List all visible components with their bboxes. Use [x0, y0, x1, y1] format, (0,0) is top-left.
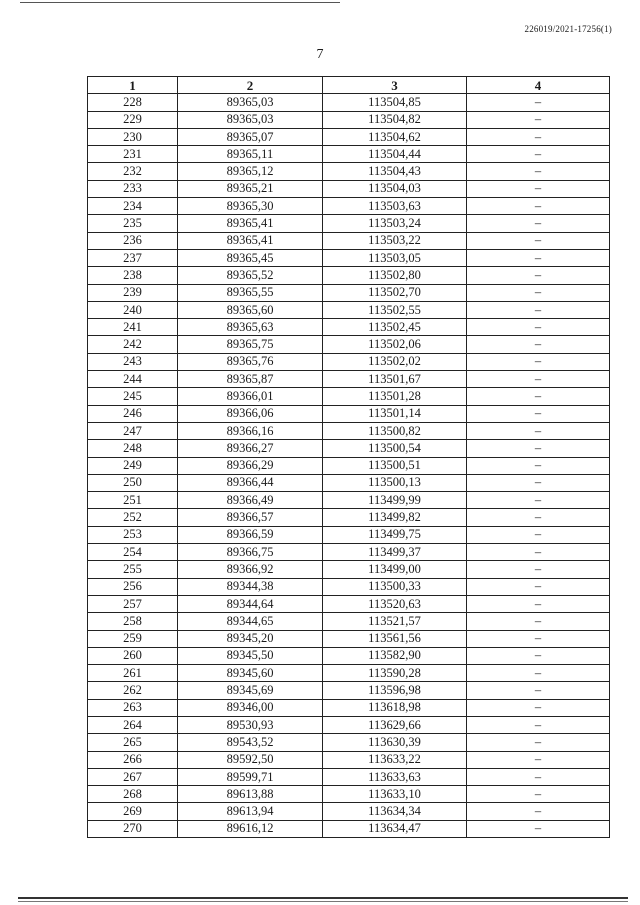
column-header-4: 4: [467, 77, 610, 94]
table-cell-col-1: 263: [88, 699, 178, 716]
table-cell-col-3: 113630,39: [323, 734, 467, 751]
table-cell-col-2: 89543,52: [178, 734, 323, 751]
table-cell-col-3: 113504,62: [323, 128, 467, 145]
table-cell-col-3: 113520,63: [323, 595, 467, 612]
table-cell-col-1: 258: [88, 613, 178, 630]
table-row: [88, 509, 610, 526]
table-cell-col-4: –: [467, 111, 610, 128]
table-cell-col-4: –: [467, 336, 610, 353]
table-row: [88, 561, 610, 578]
table-cell-col-3: 113500,54: [323, 440, 467, 457]
column-header-2: 2: [178, 77, 323, 94]
table-cell-col-2: 89344,64: [178, 595, 323, 612]
table-cell-col-1: 251: [88, 492, 178, 509]
table-cell-col-2: 89365,03: [178, 94, 323, 111]
page-number: 7: [316, 47, 324, 62]
table-cell-col-3: 113504,44: [323, 146, 467, 163]
table-cell-col-1: 266: [88, 751, 178, 768]
table-cell-col-3: 113618,98: [323, 699, 467, 716]
table-cell-col-3: 113504,82: [323, 111, 467, 128]
table-row: [88, 578, 610, 595]
table-cell-col-4: –: [467, 699, 610, 716]
table-cell-col-1: 228: [88, 94, 178, 111]
table-row: [88, 526, 610, 543]
table-row: [88, 734, 610, 751]
table-header-row: [88, 77, 610, 94]
table-cell-col-4: –: [467, 682, 610, 699]
table-row: [88, 716, 610, 733]
table-cell-col-2: 89345,60: [178, 665, 323, 682]
table-cell-col-3: 113501,67: [323, 371, 467, 388]
table-cell-col-2: 89616,12: [178, 820, 323, 837]
table-cell-col-1: 233: [88, 180, 178, 197]
table-cell-col-2: 89345,69: [178, 682, 323, 699]
table-cell-col-1: 229: [88, 111, 178, 128]
table-cell-col-2: 89365,60: [178, 301, 323, 318]
table-row: [88, 215, 610, 232]
table-cell-col-1: 239: [88, 284, 178, 301]
table-row: [88, 301, 610, 318]
table-cell-col-1: 231: [88, 146, 178, 163]
table-cell-col-1: 252: [88, 509, 178, 526]
table-cell-col-2: 89365,76: [178, 353, 323, 370]
table-cell-col-4: –: [467, 716, 610, 733]
table-row: [88, 198, 610, 215]
table-cell-col-4: –: [467, 561, 610, 578]
table-cell-col-2: 89344,38: [178, 578, 323, 595]
table-row: [88, 474, 610, 491]
table-row: [88, 284, 610, 301]
table-row: [88, 405, 610, 422]
table-cell-col-1: 247: [88, 422, 178, 439]
table-cell-col-3: 113582,90: [323, 647, 467, 664]
table-cell-col-3: 113499,37: [323, 544, 467, 561]
top-divider-line: [20, 2, 340, 3]
table-row: [88, 336, 610, 353]
table-cell-col-2: 89365,41: [178, 232, 323, 249]
table-cell-col-4: –: [467, 751, 610, 768]
bottom-divider-line-thin: [18, 901, 628, 902]
table-cell-col-3: 113499,82: [323, 509, 467, 526]
table-cell-col-1: 238: [88, 267, 178, 284]
table-cell-col-4: –: [467, 613, 610, 630]
table-cell-col-2: 89365,12: [178, 163, 323, 180]
table-cell-col-3: 113500,13: [323, 474, 467, 491]
table-cell-col-4: –: [467, 371, 610, 388]
table-row: [88, 111, 610, 128]
table-cell-col-1: 254: [88, 544, 178, 561]
table-row: [88, 786, 610, 803]
table-cell-col-3: 113500,82: [323, 422, 467, 439]
table-row: [88, 146, 610, 163]
table-cell-col-2: 89366,75: [178, 544, 323, 561]
bottom-divider-line: [18, 897, 628, 899]
table-cell-col-1: 243: [88, 353, 178, 370]
table-row: [88, 422, 610, 439]
table-cell-col-2: 89613,88: [178, 786, 323, 803]
table-cell-col-3: 113501,28: [323, 388, 467, 405]
table-row: [88, 319, 610, 336]
table-cell-col-2: 89366,92: [178, 561, 323, 578]
table-cell-col-1: 248: [88, 440, 178, 457]
table-row: [88, 595, 610, 612]
table-cell-col-2: 89365,87: [178, 371, 323, 388]
table-cell-col-4: –: [467, 405, 610, 422]
table-row: [88, 440, 610, 457]
table-cell-col-1: 268: [88, 786, 178, 803]
table-cell-col-3: 113590,28: [323, 665, 467, 682]
table-cell-col-1: 242: [88, 336, 178, 353]
table-cell-col-1: 244: [88, 371, 178, 388]
table-cell-col-4: –: [467, 353, 610, 370]
table-cell-col-3: 113502,80: [323, 267, 467, 284]
table-cell-col-2: 89346,00: [178, 699, 323, 716]
table-cell-col-3: 113503,05: [323, 249, 467, 266]
table-row: [88, 647, 610, 664]
table-cell-col-1: 235: [88, 215, 178, 232]
table-cell-col-3: 113500,51: [323, 457, 467, 474]
table-cell-col-4: –: [467, 665, 610, 682]
table-cell-col-1: 257: [88, 595, 178, 612]
table-cell-col-2: 89365,11: [178, 146, 323, 163]
table-row: [88, 180, 610, 197]
table-row: [88, 630, 610, 647]
table-cell-col-3: 113502,55: [323, 301, 467, 318]
table-cell-col-2: 89365,75: [178, 336, 323, 353]
table-row: [88, 613, 610, 630]
table-cell-col-2: 89344,65: [178, 613, 323, 630]
table-cell-col-3: 113503,22: [323, 232, 467, 249]
table-cell-col-1: 232: [88, 163, 178, 180]
table-cell-col-3: 113503,63: [323, 198, 467, 215]
table-cell-col-2: 89365,63: [178, 319, 323, 336]
table-cell-col-4: –: [467, 267, 610, 284]
table-cell-col-2: 89366,59: [178, 526, 323, 543]
table-cell-col-3: 113499,00: [323, 561, 467, 578]
table-cell-col-4: –: [467, 94, 610, 111]
table-cell-col-4: –: [467, 180, 610, 197]
table-cell-col-1: 259: [88, 630, 178, 647]
table-cell-col-4: –: [467, 388, 610, 405]
table-row: [88, 163, 610, 180]
table-cell-col-2: 89366,16: [178, 422, 323, 439]
table-cell-col-3: 113634,34: [323, 803, 467, 820]
table-row: [88, 492, 610, 509]
column-header-1: 1: [88, 77, 178, 94]
table-row: [88, 682, 610, 699]
table-cell-col-3: 113499,75: [323, 526, 467, 543]
table-cell-col-1: 234: [88, 198, 178, 215]
table-cell-col-1: 249: [88, 457, 178, 474]
table-cell-col-2: 89366,01: [178, 388, 323, 405]
table-cell-col-2: 89365,21: [178, 180, 323, 197]
table-cell-col-2: 89613,94: [178, 803, 323, 820]
table-cell-col-2: 89366,06: [178, 405, 323, 422]
table-cell-col-2: 89365,52: [178, 267, 323, 284]
table-cell-col-4: –: [467, 146, 610, 163]
table-cell-col-1: 236: [88, 232, 178, 249]
table-cell-col-4: –: [467, 249, 610, 266]
table-cell-col-2: 89365,03: [178, 111, 323, 128]
table-cell-col-2: 89599,71: [178, 768, 323, 785]
table-row: [88, 544, 610, 561]
table-cell-col-3: 113629,66: [323, 716, 467, 733]
table-cell-col-3: 113502,45: [323, 319, 467, 336]
table-cell-col-1: 240: [88, 301, 178, 318]
table-cell-col-1: 256: [88, 578, 178, 595]
table-row: [88, 353, 610, 370]
table-cell-col-3: 113633,22: [323, 751, 467, 768]
document-id: 226019/2021-17256(1): [524, 24, 612, 34]
table-cell-col-2: 89345,20: [178, 630, 323, 647]
table-cell-col-3: 113521,57: [323, 613, 467, 630]
table-cell-col-4: –: [467, 768, 610, 785]
table-cell-col-1: 245: [88, 388, 178, 405]
table-cell-col-1: 237: [88, 249, 178, 266]
table-row: [88, 457, 610, 474]
table-cell-col-2: 89366,44: [178, 474, 323, 491]
table-cell-col-1: 250: [88, 474, 178, 491]
table-row: [88, 751, 610, 768]
table-body: [88, 94, 610, 838]
table-row: [88, 232, 610, 249]
table-cell-col-2: 89345,50: [178, 647, 323, 664]
table-row: [88, 803, 610, 820]
table-cell-col-3: 113634,47: [323, 820, 467, 837]
table-cell-col-4: –: [467, 526, 610, 543]
table-cell-col-3: 113504,43: [323, 163, 467, 180]
table-row: [88, 768, 610, 785]
table-cell-col-4: –: [467, 492, 610, 509]
table-cell-col-3: 113501,14: [323, 405, 467, 422]
table-cell-col-4: –: [467, 786, 610, 803]
table-cell-col-3: 113633,10: [323, 786, 467, 803]
table-cell-col-3: 113633,63: [323, 768, 467, 785]
table-cell-col-4: –: [467, 457, 610, 474]
table-cell-col-1: 246: [88, 405, 178, 422]
table-cell-col-3: 113502,70: [323, 284, 467, 301]
table-row: [88, 820, 610, 837]
table-cell-col-3: 113500,33: [323, 578, 467, 595]
table-row: [88, 94, 610, 111]
table-cell-col-4: –: [467, 163, 610, 180]
table-cell-col-4: –: [467, 474, 610, 491]
table-cell-col-1: 253: [88, 526, 178, 543]
table-cell-col-4: –: [467, 128, 610, 145]
table-cell-col-2: 89365,41: [178, 215, 323, 232]
table-row: [88, 267, 610, 284]
table-cell-col-3: 113503,24: [323, 215, 467, 232]
table-row: [88, 699, 610, 716]
table-cell-col-4: –: [467, 820, 610, 837]
table-cell-col-4: –: [467, 647, 610, 664]
table-cell-col-2: 89366,57: [178, 509, 323, 526]
table-cell-col-4: –: [467, 319, 610, 336]
table-cell-col-1: 255: [88, 561, 178, 578]
table-cell-col-1: 269: [88, 803, 178, 820]
table-cell-col-1: 265: [88, 734, 178, 751]
table-cell-col-4: –: [467, 509, 610, 526]
table-cell-col-4: –: [467, 301, 610, 318]
table-cell-col-4: –: [467, 578, 610, 595]
column-header-3: 3: [323, 77, 467, 94]
table-cell-col-2: 89592,50: [178, 751, 323, 768]
table-row: [88, 388, 610, 405]
table-cell-col-4: –: [467, 734, 610, 751]
table-row: [88, 249, 610, 266]
table-row: [88, 371, 610, 388]
table-cell-col-4: –: [467, 422, 610, 439]
table-cell-col-1: 270: [88, 820, 178, 837]
table-cell-col-3: 113504,85: [323, 94, 467, 111]
table-cell-col-1: 230: [88, 128, 178, 145]
table-cell-col-2: 89530,93: [178, 716, 323, 733]
table-cell-col-2: 89365,55: [178, 284, 323, 301]
table-cell-col-4: –: [467, 544, 610, 561]
table-cell-col-3: 113502,02: [323, 353, 467, 370]
table-cell-col-2: 89365,30: [178, 198, 323, 215]
table-cell-col-3: 113504,03: [323, 180, 467, 197]
table-cell-col-3: 113499,99: [323, 492, 467, 509]
table-cell-col-4: –: [467, 803, 610, 820]
table-cell-col-1: 267: [88, 768, 178, 785]
table-cell-col-1: 261: [88, 665, 178, 682]
table-cell-col-1: 262: [88, 682, 178, 699]
table-row: [88, 665, 610, 682]
table-cell-col-2: 89365,07: [178, 128, 323, 145]
table-cell-col-2: 89366,29: [178, 457, 323, 474]
table-cell-col-1: 264: [88, 716, 178, 733]
table-cell-col-3: 113596,98: [323, 682, 467, 699]
table-cell-col-4: –: [467, 215, 610, 232]
table-cell-col-4: –: [467, 440, 610, 457]
table-cell-col-4: –: [467, 232, 610, 249]
table-cell-col-1: 260: [88, 647, 178, 664]
table-cell-col-3: 113502,06: [323, 336, 467, 353]
table-cell-col-2: 89366,27: [178, 440, 323, 457]
table-cell-col-4: –: [467, 284, 610, 301]
table-cell-col-4: –: [467, 198, 610, 215]
coordinates-table: [87, 76, 610, 838]
table-row: [88, 128, 610, 145]
table-cell-col-4: –: [467, 630, 610, 647]
table-cell-col-2: 89365,45: [178, 249, 323, 266]
table-cell-col-4: –: [467, 595, 610, 612]
table-cell-col-2: 89366,49: [178, 492, 323, 509]
table-cell-col-3: 113561,56: [323, 630, 467, 647]
table-cell-col-1: 241: [88, 319, 178, 336]
